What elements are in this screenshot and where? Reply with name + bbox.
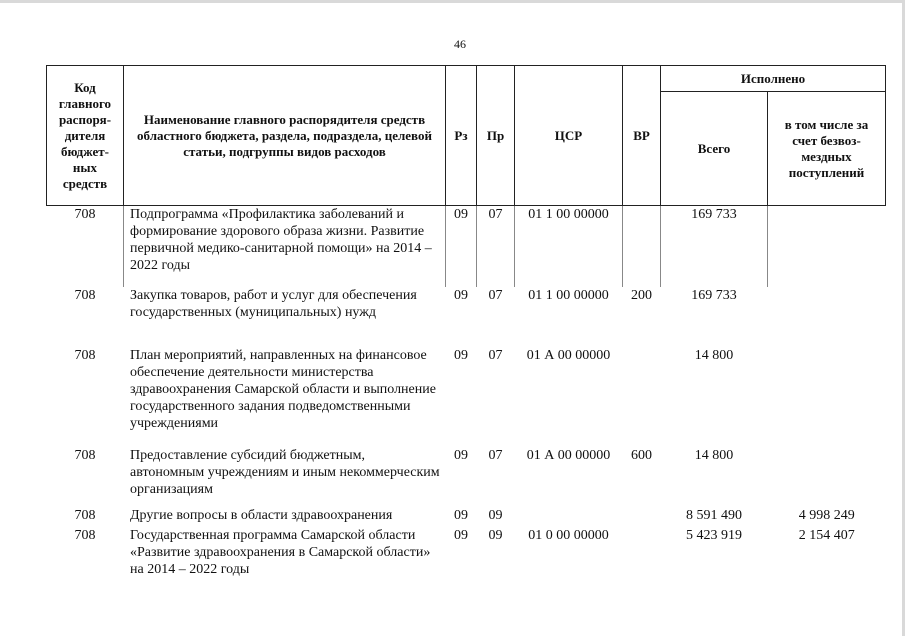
header-vr: ВР xyxy=(623,66,661,206)
table-row xyxy=(47,347,886,447)
row-code: 708 xyxy=(74,207,96,222)
row-rz: 09 xyxy=(454,347,468,363)
header-pr: Пр xyxy=(477,66,515,206)
row-free xyxy=(768,447,886,507)
header-executed: Исполнено xyxy=(661,66,886,92)
row-vr xyxy=(623,507,661,527)
row-total: 169 733 xyxy=(691,287,737,303)
row-csr: 01 0 00 00000 xyxy=(528,527,609,543)
row-vr xyxy=(623,206,661,287)
row-vr: 600 xyxy=(631,447,652,463)
row-name: Подпрограмма «Профилактика заболеваний и формирование здорового образа жизни. Развитие первичной медико-санитарной помощи» на 2014 – 2022 годы xyxy=(124,206,446,287)
header-free: в том числе за счет безвоз-мездных поступлений xyxy=(768,92,886,206)
row-pr: 09 xyxy=(488,527,503,543)
row-csr: 01 А 00 00000 xyxy=(526,347,611,363)
row-free: 2 154 407 xyxy=(798,527,855,543)
row-pr: 07 xyxy=(477,206,515,287)
row-name: Предоставление субсидий бюджетным, автономным учреждениям и иным некоммерческим организациям xyxy=(130,447,440,497)
row-name: Закупка товаров, работ и услуг для обеспечения государственных (муниципальных) нужд xyxy=(130,287,417,320)
row-free: 4 998 249 xyxy=(798,507,855,523)
row-name: Другие вопросы в области здравоохранения xyxy=(130,507,393,523)
row-total: 8 591 490 xyxy=(686,507,742,523)
row-rz: 09 xyxy=(454,527,468,543)
header-name: Наименование главного распорядителя средств областного бюджета, раздела, подраздела, целевой статьи, подгруппы видов расходов xyxy=(124,66,446,206)
row-total: 14 800 xyxy=(694,447,734,463)
table-header xyxy=(47,66,886,206)
row-total: 5 423 919 xyxy=(686,527,742,543)
row-rz: 09 xyxy=(446,206,477,287)
table-body xyxy=(47,206,886,579)
row-name: Государственная программа Самарской области «Развитие здравоохранения в Самарской области» на 2014 – 2022 годы xyxy=(130,527,431,577)
row-csr: 01 1 00 00000 xyxy=(515,206,623,287)
row-vr xyxy=(623,527,661,579)
row-vr xyxy=(623,347,661,447)
row-csr xyxy=(515,507,623,527)
row-rz: 09 xyxy=(454,447,468,463)
page-number: 46 xyxy=(454,37,466,51)
scan-edge-top xyxy=(0,0,905,3)
table-row xyxy=(47,527,886,579)
row-name: План мероприятий, направленных на финансовое обеспечение деятельности министерства здравоохранения Самарской области и выполнение государственного задания подведомственными учреждениями xyxy=(130,347,436,431)
budget-table xyxy=(46,65,886,579)
table-row xyxy=(47,206,886,287)
row-pr: 09 xyxy=(488,507,503,523)
header-code: Код главного распоря-дителя бюджет-ных средств xyxy=(47,66,124,206)
table-row xyxy=(47,507,886,527)
row-free xyxy=(768,206,886,287)
row-code: 708 xyxy=(74,287,96,303)
row-free xyxy=(768,347,886,447)
row-code: 708 xyxy=(74,347,96,363)
header-rz: Рз xyxy=(446,66,477,206)
row-total: 14 800 xyxy=(694,347,734,363)
row-rz: 09 xyxy=(454,507,468,523)
row-free xyxy=(768,287,886,347)
row-pr: 07 xyxy=(488,447,503,463)
row-rz: 09 xyxy=(454,287,468,303)
row-code: 708 xyxy=(74,527,96,543)
row-pr: 07 xyxy=(488,287,503,303)
row-code: 708 xyxy=(74,507,96,523)
table-row xyxy=(47,287,886,347)
row-code: 708 xyxy=(74,447,96,463)
header-total: Всего xyxy=(661,92,768,206)
row-pr: 07 xyxy=(488,347,503,363)
table-row xyxy=(47,447,886,507)
row-csr: 01 А 00 00000 xyxy=(526,447,611,463)
row-total: 169 733 xyxy=(661,206,768,287)
row-csr: 01 1 00 00000 xyxy=(528,287,609,303)
row-vr: 200 xyxy=(631,287,652,303)
header-csr: ЦСР xyxy=(515,66,623,206)
